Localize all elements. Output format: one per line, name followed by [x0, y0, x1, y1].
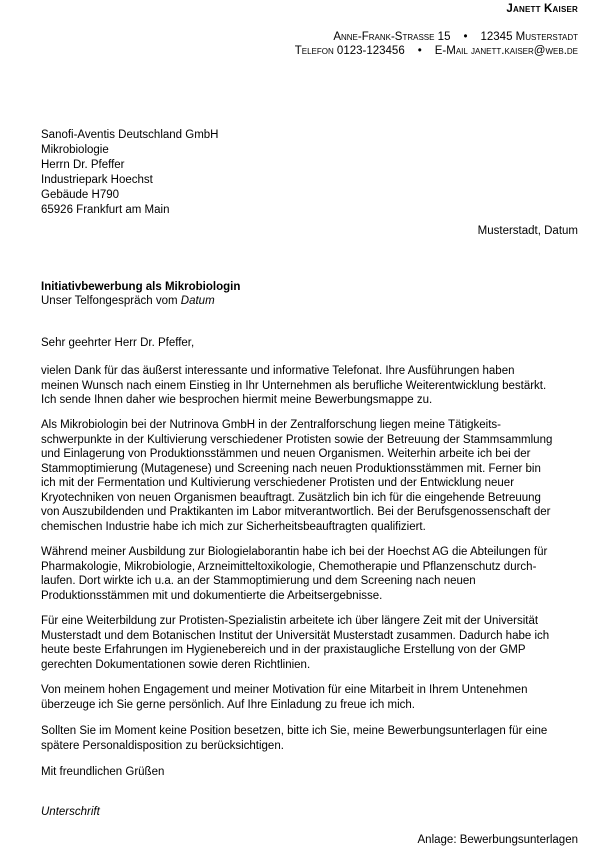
place-date: Musterstadt, Datum [477, 225, 578, 237]
body-paragraph [41, 724, 586, 753]
paragraph-line: Ich sende Ihnen daher wie besprochen hiermit meine Bewerbungsmappe zu. [41, 394, 433, 406]
salutation: Sehr geehrter Herr Dr. Pfeffer, [41, 337, 195, 349]
paragraph-line: Musterstadt und dem Botanischen Institut der Universität Musterstadt zusammen. Dadurch habe ich [41, 629, 550, 642]
subject-block [41, 280, 240, 308]
separator-bullet: • [417, 45, 422, 57]
paragraph-line: von Auszubildenden und Praktikanten im Labor mitverantwortlich. Bei der Berufsgenossenschaft der [41, 506, 551, 518]
body-paragraph [41, 418, 586, 534]
paragraph-line: Als Mikrobiologin bei der Nutrinova GmbH in der Zentralforschung liegen meine Tätigkeits- [41, 419, 501, 431]
paragraph-line: überzeuge ich Sie gerne persönlich. Auf Ihre Einladung zu freue ich mich. [41, 698, 415, 711]
paragraph-line: spätere Personaldisposition zu berücksichtigen. [41, 739, 284, 752]
signature: Unterschrift [41, 806, 100, 818]
paragraph-line: gerechten Dokumentationen sowie deren Richtlinien. [41, 658, 311, 671]
body-paragraph [41, 683, 586, 712]
paragraph-line: laufen. Dort wirkte ich u.a. an der Stammoptimierung und dem Screening nach neuen [41, 575, 476, 587]
subject-title: Initiativbewerbung als Mikrobiologin [41, 281, 241, 293]
sender-address [333, 31, 578, 43]
sender-city: 12345 Musterstadt [480, 31, 578, 43]
sender-name: Janett Kaiser [506, 3, 578, 15]
recipient-line: Sanofi-Aventis Deutschland GmbH [41, 129, 219, 141]
sender-street: Anne-Frank-Strasse 15 [333, 31, 451, 43]
reference-date: Datum [180, 295, 215, 307]
paragraph-line: meinen Wunsch nach einem Einstieg in Ihr Unternehmen als berufliche Weiterentwicklung bestärkt. [41, 379, 547, 392]
paragraph-line: ich mit der Fermentation und Kultivierung verschiedener Protisten und der Entwicklung neuer [41, 477, 515, 489]
paragraph-line: vielen Dank für das äußerst interessante und informative Telefonat. Ihre Ausführungen haben [41, 365, 515, 377]
paragraph-line: und Einlagerung von Produktionsstämmen und neuen Organismen. Weiterhin arbeite ich bei der [41, 448, 531, 460]
paragraph-line: heute beste Erfahrungen im Hygienebereich und in der praxistaugliche Erstellung von der GMP [41, 644, 526, 656]
paragraph-line: Kryotechniken von neuen Organismen beauftragt. Zusätzlich bin ich für die eingehende Betreuung [41, 491, 541, 504]
enclosure-note: Anlage: Bewerbungsunterlagen [417, 834, 578, 846]
paragraph-line: Während meiner Ausbildung zur Biologielaborantin habe ich bei der Hoechst AG die Abteilungen für [41, 546, 548, 558]
paragraph-line: Stammoptimierung (Mutagenese) und Screening nach neuen Produktionsstämmen mit. Ferner bin [41, 462, 541, 475]
paragraph-line: Sollten Sie im Moment keine Position besetzen, bitte ich Sie, meine Bewerbungsunterlagen für eine [41, 725, 548, 737]
paragraph-line: Für eine Weiterbildung zur Protisten-Spezialistin arbeitete ich über längere Zeit mit der Universität [41, 615, 539, 627]
subject-reference [41, 294, 240, 308]
recipient-line: Gebäude H790 [41, 189, 120, 201]
reference-prefix: Unser Telfongespräch vom [41, 295, 181, 307]
paragraph-line: chemischen Industrie habe ich mich zur Sicherheitsbeauftragten qualifiziert. [41, 520, 426, 533]
paragraph-line: Pharmakologie, Mikrobiologie, Arzneimitteltoxikologie, Chemotherapie und Pflanzenschutz durch- [41, 560, 537, 573]
separator-bullet: • [463, 31, 468, 43]
body-paragraph [41, 364, 586, 408]
sender-contact [295, 45, 578, 57]
recipient-line: Herrn Dr. Pfeffer [41, 159, 125, 171]
sender-phone: Telefon 0123-123456 [294, 45, 405, 57]
paragraph-line: schwerpunkte in der Kultivierung verschiedener Protisten sowie der Betreuung der Stammsammlung [41, 433, 553, 446]
recipient-address [41, 128, 219, 218]
body-paragraph [41, 545, 586, 603]
closing: Mit freundlichen Grüßen [41, 766, 165, 778]
recipient-line: Industriepark Hoechst [41, 174, 153, 186]
paragraph-line: Von meinem hohen Engagement und meiner Motivation für eine Mitarbeit in Ihrem Untenehmen [41, 684, 528, 696]
body-paragraph [41, 614, 586, 672]
recipient-line: Mikrobiologie [41, 144, 109, 156]
sender-email: E-Mail janett.kaiser@web.de [434, 45, 578, 57]
recipient-line: 65926 Frankfurt am Main [41, 204, 170, 216]
paragraph-line: Produktionsstämmen mit und dokumentierte die Arbeitsergebnisse. [41, 589, 383, 602]
